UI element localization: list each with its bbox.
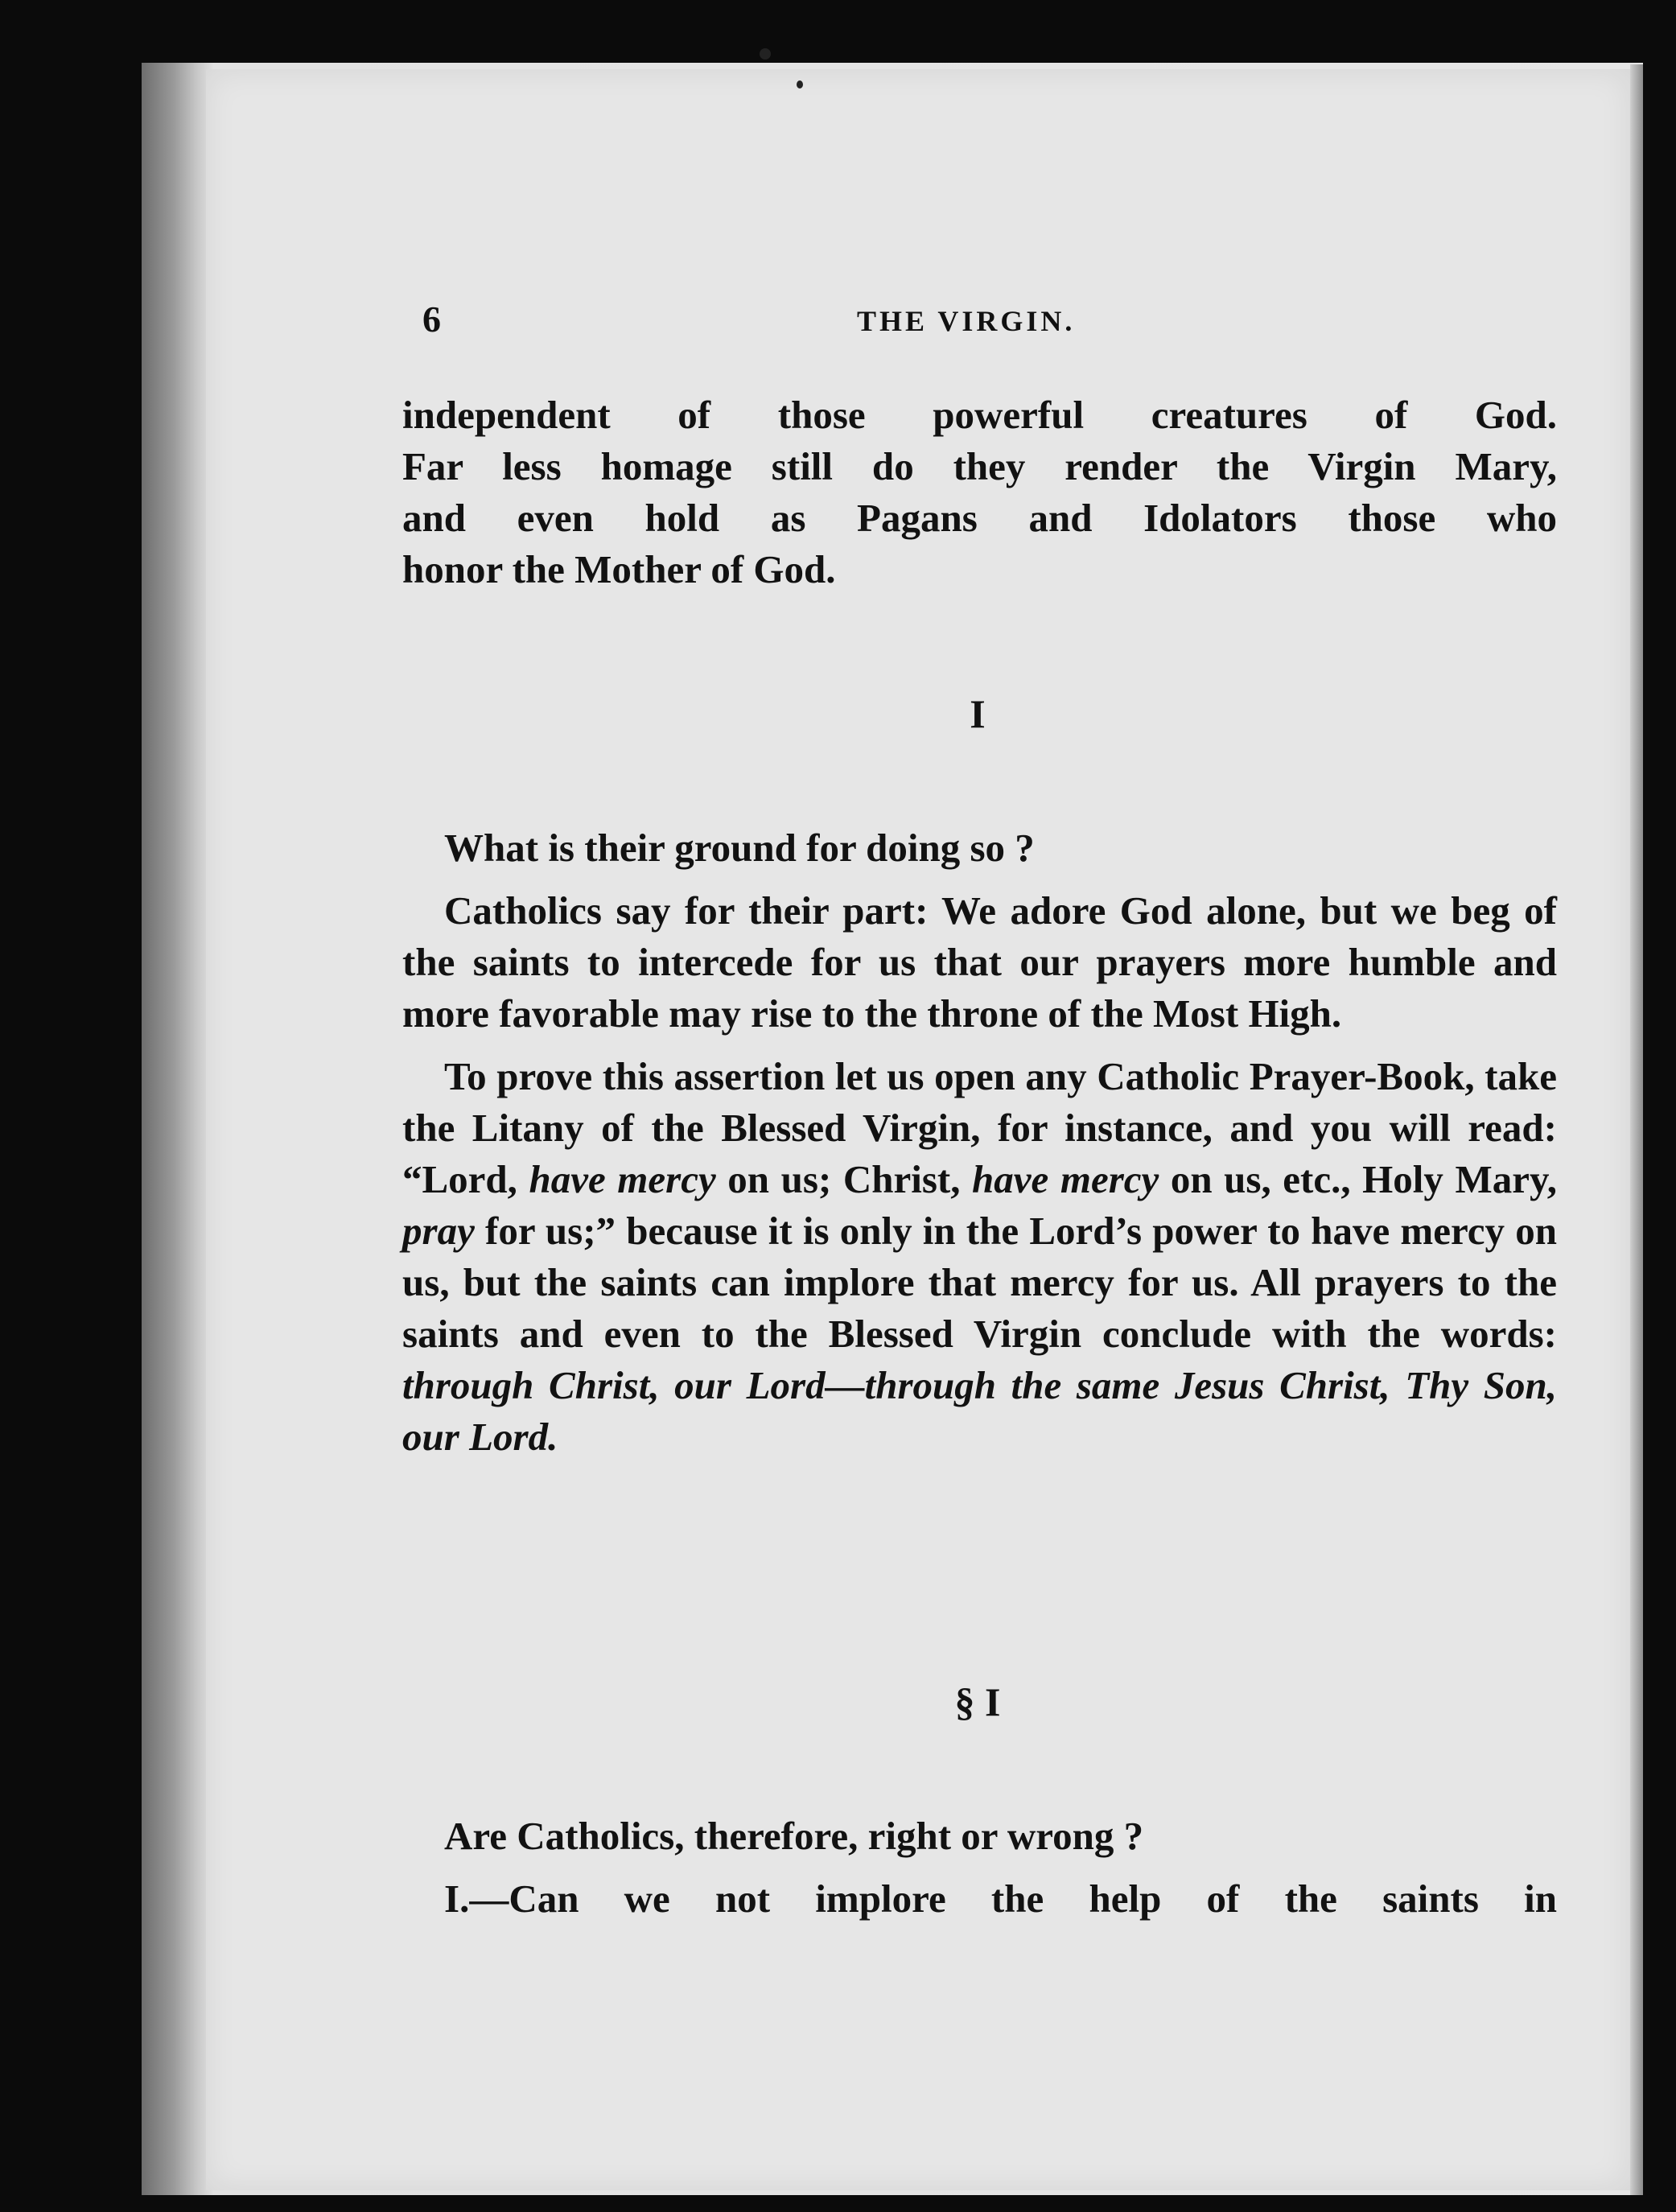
section-one-body bbox=[402, 822, 1557, 1463]
litany-text: on us; Christ, bbox=[715, 1157, 973, 1201]
section-heading-roman-one: I bbox=[970, 691, 986, 736]
scan-speck bbox=[760, 48, 771, 60]
question-paragraph: Are Catholics, therefore, right or wrong ? bbox=[444, 1814, 1144, 1858]
section-heading-paragraph-one: § I bbox=[954, 1679, 1001, 1724]
text-line: independent of those powerful creatures of God. bbox=[402, 393, 1557, 437]
running-head: THE VIRGIN. bbox=[857, 305, 1076, 337]
page-number: 6 bbox=[422, 299, 441, 340]
question-paragraph: What is their ground for doing so ? bbox=[444, 826, 1035, 870]
text-line: and even hold as Pagans and Idolators those who bbox=[402, 496, 1557, 540]
catholic-adoration-paragraph: Catholics say for their part: We adore God alone, but we beg of the saints to intercede for us that our prayers more humble and more favorable may rise to the throne of the Most High. bbox=[402, 888, 1557, 1036]
scan-speck bbox=[797, 80, 803, 89]
litany-text: To prove this assertion let us open any Catholic Prayer-Book, take the Litany of the Blessed Virgin, for instance, and you will read: “Lord, bbox=[402, 1054, 1557, 1201]
page-header bbox=[422, 298, 1549, 346]
litany-italic: through Christ, our Lord—through the same Jesus Christ, Thy Son, our Lord. bbox=[402, 1363, 1557, 1459]
litany-text: on us, etc., Holy Mary, bbox=[1159, 1157, 1557, 1201]
text-line: Far less homage still do they render the Virgin Mary, bbox=[402, 444, 1557, 488]
litany-italic: have mercy bbox=[529, 1157, 716, 1201]
page-right-edge bbox=[1630, 64, 1643, 2195]
text-line: honor the Mother of God. bbox=[402, 547, 836, 591]
numbered-paragraph: I.—Can we not implore the help of the saints in bbox=[444, 1876, 1557, 1921]
litany-text: for us;” because it is only in the Lord’s power to have mercy on us, but the saints can implore that mercy for us. All prayers to the saints and even to the Blessed Virgin conclude with the words: bbox=[402, 1209, 1557, 1356]
section-two-body bbox=[402, 1810, 1557, 1925]
litany-paragraph bbox=[402, 1051, 1557, 1463]
litany-italic: pray bbox=[402, 1209, 475, 1253]
opening-paragraph bbox=[402, 389, 1557, 595]
litany-italic: have mercy bbox=[972, 1157, 1159, 1201]
